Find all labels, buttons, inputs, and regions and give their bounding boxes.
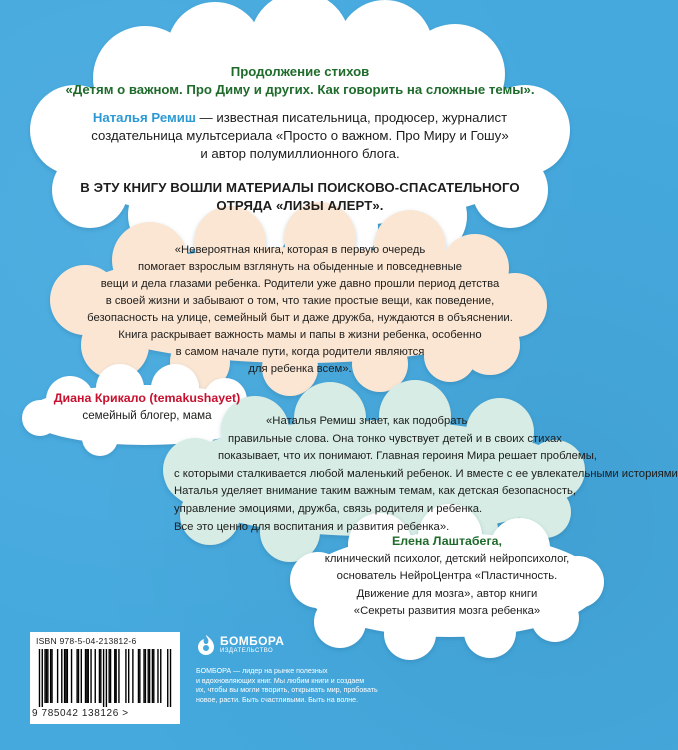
barcode-bar <box>115 649 116 703</box>
barcode-bar <box>148 649 149 703</box>
barcode-bar <box>143 649 144 703</box>
reviewer-role-line: клинический психолог, детский нейропсихолог, <box>324 552 570 565</box>
barcode-bar <box>103 649 104 707</box>
barcode-bar <box>167 649 168 707</box>
barcode-bar <box>149 649 150 703</box>
barcode-bar <box>160 649 161 703</box>
top-text-block <box>40 63 560 215</box>
barcode-bar <box>99 649 100 703</box>
barcode-bar <box>118 649 119 703</box>
reviewer-role-line: основатель НейроЦентра «Пластичность. <box>336 570 558 582</box>
publisher-sub: ИЗДАТЕЛЬСТВО <box>220 648 274 654</box>
barcode-bar <box>153 649 154 703</box>
review-quote-1 <box>78 242 522 378</box>
barcode-bar <box>46 649 47 703</box>
barcode-bar <box>95 649 96 703</box>
barcode-bar <box>128 649 129 703</box>
continuation-title: «Детям о важном. Про Диму и других. Как говорить на сложные темы». <box>65 82 535 97</box>
quote2-line: правильные слова. Она тонко чувствует детей и в своих стихах <box>228 432 562 445</box>
barcode-bar <box>61 649 62 703</box>
quote2-line: Наталья уделяет внимание таким важным темам, как детская безопасность, <box>174 485 577 498</box>
quote1-line: Книга раскрывает важность мамы и папы в жизни ребенка, особенно <box>118 329 482 341</box>
lisa-alert-note <box>40 179 560 215</box>
quote2-line: «Наталья Ремиш знает, как подобрать <box>266 415 468 427</box>
barcode-bar <box>106 649 107 707</box>
author-desc-line-3: и автор полумиллионного блога. <box>200 146 400 161</box>
reviewer-role-line: Движение для мозга», автор книги <box>356 587 538 600</box>
barcode-bar <box>100 649 101 703</box>
barcode-bars <box>36 649 174 707</box>
barcode-bar <box>152 649 153 703</box>
barcode-bar <box>39 649 40 707</box>
caps-line-2: ОТРЯДА «ЛИЗЫ АЛЕРТ». <box>216 198 384 213</box>
publisher-logo <box>196 632 285 660</box>
review-quote-2 <box>174 413 678 536</box>
barcode-bar <box>108 649 109 703</box>
barcode-bar <box>65 649 66 703</box>
barcode-bar <box>81 649 82 703</box>
quote2-line: показывает, что их понимают. Главная героиня Мира решает проблемы, <box>218 450 597 463</box>
barcode-bar <box>44 649 45 703</box>
publisher-line: БОМБОРА — лидер на рынке полезных <box>196 667 328 675</box>
quote2-line: с которыми сталкивается любой маленький ребенок. И вместе с ее увлекательными историями <box>174 467 678 480</box>
barcode-bar <box>57 649 58 703</box>
barcode-bar <box>67 649 68 703</box>
review-signature-2 <box>322 533 572 621</box>
barcode-bar <box>64 649 65 703</box>
barcode-bar <box>170 649 171 707</box>
quote1-line: безопасность на улице, семейный быт и даже дружба, нуждаются в объяснении. <box>87 312 513 324</box>
quote1-line: для ребенка всем». <box>248 363 352 375</box>
reviewer-role-1: семейный блогер, мама <box>82 409 212 422</box>
publisher-name: БОМБОРА <box>220 634 285 648</box>
barcode-bar <box>139 649 140 703</box>
barcode-bar <box>114 649 115 703</box>
quote1-line: в своей жизни и забывают о том, что такие простые вещи, как поведение, <box>105 295 495 307</box>
author-name: Наталья Ремиш <box>92 110 196 125</box>
barcode-bar <box>157 649 158 703</box>
publisher-line: новое, расти. Быть счастливыми. Быть на волне. <box>196 695 359 704</box>
quote1-line: в самом начале пути, когда родители являются <box>175 346 425 358</box>
quote1-line: вещи и дела глазами ребенка. Родители уже давно прошли период детства <box>100 278 500 290</box>
barcode-bar <box>138 649 139 703</box>
barcode-bar <box>78 649 79 703</box>
reviewer-name-2: Елена Лаштабега, <box>392 534 502 548</box>
author-description <box>40 109 560 163</box>
author-desc-line-2: создательница мультсериала «Просто о важном. Про Миру и Гошу» <box>91 128 509 143</box>
continuation-label: Продолжение стихов <box>230 64 370 79</box>
barcode-bar <box>88 649 89 703</box>
author-desc-line-1: — известная писательница, продюсер, журналист <box>195 110 508 125</box>
barcode-bar <box>76 649 77 703</box>
isbn-label: ISBN 978-5-04-213812-6 <box>36 636 137 646</box>
barcode-digits: 9 785042 138126 > <box>32 708 129 719</box>
barcode-bar <box>86 649 87 703</box>
barcode-bar <box>90 649 91 703</box>
bombora-logo-icon <box>196 634 216 656</box>
barcode-bar <box>71 649 72 703</box>
publisher-tagline <box>196 667 396 705</box>
quote2-line: управление эмоциями, дружба, связь родителя и ребенка. <box>174 502 483 515</box>
publisher-line: и вдохновляющих книг. Мы любим книги и создаем <box>196 676 365 685</box>
publisher-line: их, чтобы вы могли творить, открывать мир, пробовать <box>196 686 378 695</box>
caps-line-1: В ЭТУ КНИГУ ВОШЛИ МАТЕРИАЛЫ ПОИСКОВО-СПАСАТЕЛЬНОГО <box>80 180 520 195</box>
quote1-line: помогает взрослым взглянуть на обыденные и повседневные <box>137 261 463 273</box>
quote1-line: «Невероятная книга, которая в первую очередь <box>174 244 426 256</box>
reviewer-role-line: «Секреты развития мозга ребенка» <box>353 605 541 617</box>
barcode-bar <box>110 649 111 703</box>
barcode-bar <box>50 649 51 703</box>
quote2-line: Все это ценно для воспитания и развития ребенка». <box>174 520 450 533</box>
isbn-barcode <box>30 632 180 724</box>
barcode-bar <box>51 649 52 703</box>
barcode-bar <box>125 649 126 703</box>
barcode-bar <box>132 649 133 703</box>
barcode-bar <box>42 649 43 707</box>
reviewer-name-1: Диана Крикало (temakushayet) <box>53 391 241 405</box>
barcode-bar <box>85 649 86 703</box>
barcode-bar <box>47 649 48 703</box>
barcode-bar <box>145 649 146 703</box>
